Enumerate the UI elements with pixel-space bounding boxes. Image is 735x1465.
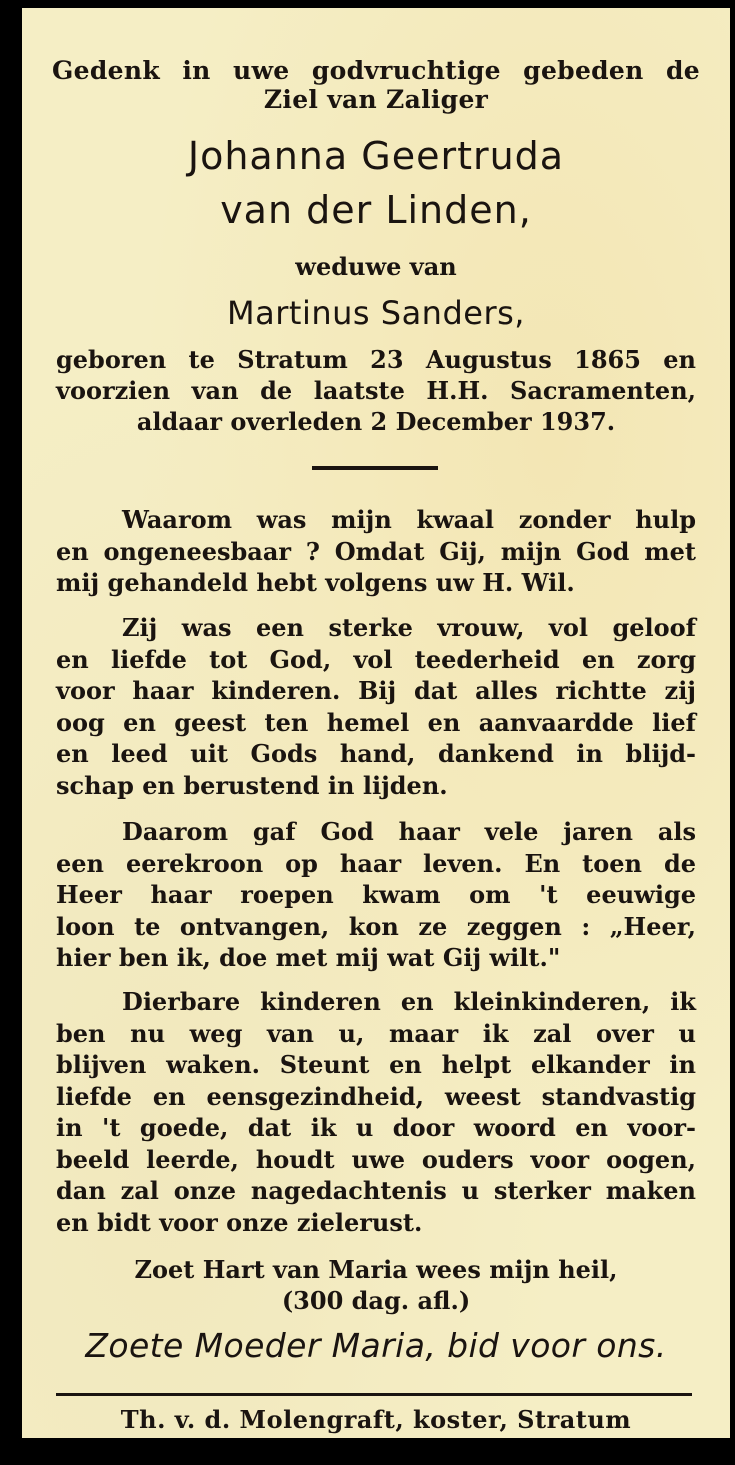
paragraph-line: Heer haar roepen kwam om 't eeuwige xyxy=(56,880,696,909)
deceased-name-line-1: Johanna Geertruda xyxy=(187,134,565,178)
paragraph-line: beeld leerde, houdt uwe ouders voor oogen, xyxy=(56,1144,696,1174)
printer-credit: Th. v. d. Molengraft, koster, Stratum xyxy=(120,1405,632,1434)
closing-invocation: Zoet Hart van Maria wees mijn heil, xyxy=(134,1255,618,1284)
paragraph-line: Dierbare kinderen en kleinkinderen, ik xyxy=(122,987,696,1016)
birth-line-3: aldaar overleden 2 December 1937. xyxy=(136,407,616,436)
birth-line-2: voorzien van de laatste H.H. Sacramenten, xyxy=(56,376,696,405)
memorial-card xyxy=(22,8,730,1438)
indulgence-note: (300 dag. afl.) xyxy=(281,1286,471,1315)
paragraph-1 xyxy=(56,504,696,599)
prayer-line: Zoete Moeder Maria, bid voor ons. xyxy=(85,1326,667,1365)
paragraph-line: ben nu weg van u, maar ik zal over u xyxy=(56,1018,696,1048)
paragraph-3 xyxy=(56,816,696,974)
paragraph-line: en ongeneesbaar ? Omdat Gij, mijn God met xyxy=(56,536,696,566)
intro-line-2: Ziel van Zaliger xyxy=(263,85,489,114)
paragraph-line: blijven waken. Steunt en helpt elkander in xyxy=(56,1050,696,1079)
paragraph-line: oog en geest ten hemel en aanvaardde lief xyxy=(56,707,696,737)
deceased-name-line-2: van der Linden, xyxy=(220,188,532,232)
husband-name: Martinus Sanders, xyxy=(227,294,525,332)
paragraph-line: voor haar kinderen. Bij dat alles richtte zij xyxy=(56,676,696,705)
divider-short xyxy=(312,466,438,470)
paragraph-line: en bidt voor onze zielerust. xyxy=(56,1207,423,1237)
paragraph-line: liefde en eensgezindheid, weest standvastig xyxy=(56,1081,696,1111)
paragraph-line: mij gehandeld hebt volgens uw H. Wil. xyxy=(56,568,575,597)
widow-of-label: weduwe van xyxy=(295,252,457,281)
birth-death-info xyxy=(56,344,696,437)
paragraph-line: Daarom gaf God haar vele jaren als xyxy=(122,817,696,846)
intro-line-1: Gedenk in uwe godvruchtige gebeden de xyxy=(52,56,700,85)
paragraph-line: schap en berustend in lijden. xyxy=(56,770,448,800)
paragraph-line: loon te ontvangen, kon ze zeggen : „Heer, xyxy=(56,911,696,941)
paragraph-2 xyxy=(56,612,696,801)
paragraph-line: in 't goede, dat ik u door woord en voor- xyxy=(56,1113,696,1142)
paragraph-line: Waarom was mijn kwaal zonder hulp xyxy=(122,505,696,534)
paragraph-line: Zij was een sterke vrouw, vol geloof xyxy=(122,613,696,642)
paragraph-line: hier ben ik, doe met mij wat Gij wilt." xyxy=(56,943,561,972)
paragraph-4 xyxy=(56,986,696,1238)
paragraph-line: en liefde tot God, vol teederheid en zorg xyxy=(56,644,696,674)
paragraph-line: dan zal onze nagedachtenis u sterker maken xyxy=(56,1176,696,1205)
birth-line-1: geboren te Stratum 23 Augustus 1865 en xyxy=(56,345,696,374)
divider-long xyxy=(56,1393,692,1396)
paragraph-line: een eerekroon op haar leven. En toen de xyxy=(56,848,696,878)
paragraph-line: en leed uit Gods hand, dankend in blijd- xyxy=(56,739,696,768)
intro-text xyxy=(52,56,700,114)
